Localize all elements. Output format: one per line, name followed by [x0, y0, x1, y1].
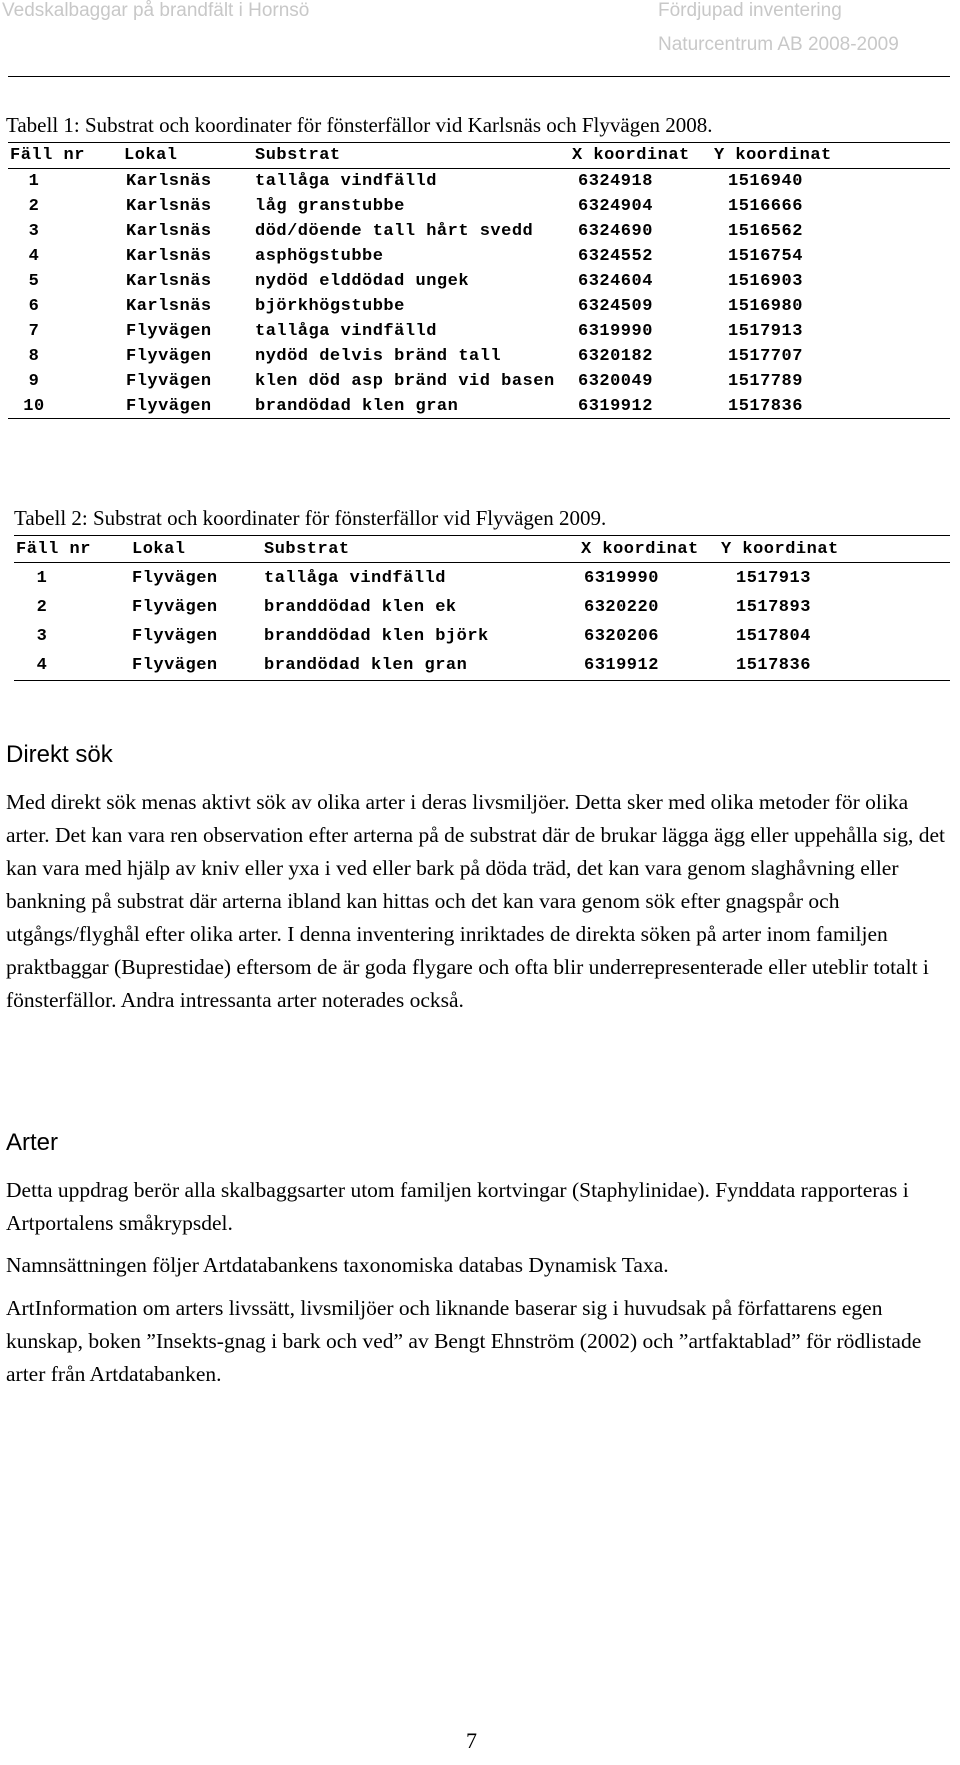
table2-header-cell: Substrat	[264, 540, 350, 559]
table2-bottom-rule	[14, 680, 950, 681]
table-cell: björkhögstubbe	[255, 297, 405, 316]
table-cell: 1	[36, 569, 48, 588]
table-cell: 3	[36, 627, 48, 646]
table-cell: Flyvägen	[126, 347, 212, 366]
section2-paragraph: Detta uppdrag berör alla skalbaggsarter utom familjen kortvingar (Staphylinidae). Fynddata rapporteras i Artportalens småkrypsdel.	[6, 1178, 909, 1235]
table-cell: låg granstubbe	[255, 197, 405, 216]
table-cell: 6324604	[578, 272, 653, 291]
table-cell: 6324690	[578, 222, 653, 241]
table-cell: Flyvägen	[126, 322, 212, 341]
table2-caption: Tabell 2: Substrat och koordinater för fönsterfällor vid Flyvägen 2009.	[14, 506, 607, 530]
table-cell: 6324552	[578, 247, 653, 266]
table-cell: 1517893	[736, 598, 811, 617]
table-cell: 1516562	[728, 222, 803, 241]
table-cell: 4	[36, 656, 48, 675]
table-cell: 3	[28, 222, 40, 241]
table-cell: 6324918	[578, 172, 653, 191]
table2-header-cell: Fäll nr	[16, 540, 91, 559]
header-right-top: Fördjupad inventering	[658, 0, 842, 21]
table-cell: 1517789	[728, 372, 803, 391]
section1-paragraph: Med direkt sök menas aktivt sök av olika arter i deras livsmiljöer. Detta sker med olika metoder för olika arter. Det kan vara ren observation efter arterna på de substrat där de brukar lägga ägg eller uppehålla sig, det kan vara med hjälp av kniv eller yxa i ved eller bark på döda träd, det kan vara genom slaghåvning eller bankning på substrat där arterna ibland kan hittas och det kan vara genom sök efter gnagspår och utgångs/flyghål efter olika arter. I denna inventering inriktades de direkta söken på arter inom familjen praktbaggar (Buprestidae) eftersom de är goda flygare och ofta blir underrepresenterade eller uteblir totalt i fönsterfällor. Andra intressanta arter noterades också.	[6, 790, 946, 1012]
table-cell: Karlsnäs	[126, 297, 212, 316]
table2-header-cell: X koordinat	[581, 540, 699, 559]
table1-bottom-rule	[8, 418, 950, 419]
table-cell: 10	[23, 397, 45, 416]
table-cell: 1517913	[736, 569, 811, 588]
table1-top-rule	[8, 142, 950, 143]
table-cell: Flyvägen	[126, 397, 212, 416]
table-cell: Karlsnäs	[126, 247, 212, 266]
table-cell: 6319990	[578, 322, 653, 341]
table-cell: Karlsnäs	[126, 172, 212, 191]
table-cell: 1517836	[728, 397, 803, 416]
table-cell: 1517913	[728, 322, 803, 341]
table-cell: 9	[28, 372, 40, 391]
table-cell: tallåga vindfälld	[255, 172, 437, 191]
section2-paragraph: ArtInformation om arters livssätt, livsmiljöer och liknande baserar sig i huvudsak på författarens egen kunskap, boken ”Insekts-gnag i bark och ved” av Bengt Ehnström (2002) och ”artfaktablad” för rödlistade arter från Artdatabanken.	[6, 1296, 922, 1386]
table-cell: 8	[28, 347, 40, 366]
table2-header-rule	[14, 562, 950, 563]
table-cell: Flyvägen	[126, 372, 212, 391]
table-cell: 5	[28, 272, 40, 291]
table-cell: asphögstubbe	[255, 247, 384, 266]
table1-caption: Tabell 1: Substrat och koordinater för fönsterfällor vid Karlsnäs och Flyvägen 2008.	[6, 113, 713, 137]
table-cell: 6320182	[578, 347, 653, 366]
table2-header-cell: Y koordinat	[721, 540, 839, 559]
table-cell: Karlsnäs	[126, 222, 212, 241]
table1-header-cell: Y koordinat	[714, 146, 832, 165]
table-cell: 6320206	[584, 627, 659, 646]
table-cell: 6319912	[578, 397, 653, 416]
table1-header-cell: X koordinat	[572, 146, 690, 165]
table2-header-cell: Lokal	[132, 540, 186, 559]
table1-header-rule	[8, 168, 950, 169]
table-cell: 6319990	[584, 569, 659, 588]
table-cell: 2	[28, 197, 40, 216]
table-cell: 6	[28, 297, 40, 316]
table-cell: 1517707	[728, 347, 803, 366]
table1-header-cell: Substrat	[255, 146, 341, 165]
table-cell: brandödad klen gran	[264, 656, 468, 675]
table-cell: 1	[28, 172, 40, 191]
table-cell: tallåga vindfälld	[255, 322, 437, 341]
section-heading-direkt-sok: Direkt sök	[6, 741, 113, 768]
table-cell: Flyvägen	[132, 627, 218, 646]
table-cell: tallåga vindfälld	[264, 569, 446, 588]
table-cell: 6320049	[578, 372, 653, 391]
table-cell: Flyvägen	[132, 598, 218, 617]
table1-header-cell: Lokal	[124, 146, 178, 165]
table2-top-rule	[14, 535, 950, 536]
table-cell: Flyvägen	[132, 569, 218, 588]
table-cell: Karlsnäs	[126, 197, 212, 216]
table-cell: 2	[36, 598, 48, 617]
page-number: 7	[466, 1728, 477, 1753]
table-cell: 1517836	[736, 656, 811, 675]
table-cell: branddödad klen ek	[264, 598, 457, 617]
table-cell: 6324904	[578, 197, 653, 216]
table-cell: 6324509	[578, 297, 653, 316]
table-cell: Flyvägen	[132, 656, 218, 675]
table-cell: 4	[28, 247, 40, 266]
table-cell: klen död asp bränd vid basen	[255, 372, 555, 391]
table-cell: 7	[28, 322, 40, 341]
table-cell: branddödad klen björk	[264, 627, 489, 646]
header-rule	[8, 76, 950, 77]
table1-header-cell: Fäll nr	[10, 146, 85, 165]
table-cell: 1516980	[728, 297, 803, 316]
header-left: Vedskalbaggar på brandfält i Hornsö	[2, 0, 310, 21]
table-cell: 6320220	[584, 598, 659, 617]
table-cell: 1516666	[728, 197, 803, 216]
table-cell: nydöd delvis bränd tall	[255, 347, 502, 366]
table-cell: brandödad klen gran	[255, 397, 459, 416]
table-cell: Karlsnäs	[126, 272, 212, 291]
table-cell: 6319912	[584, 656, 659, 675]
table-cell: 1517804	[736, 627, 811, 646]
table-cell: död/döende tall hårt svedd	[255, 222, 534, 241]
table-cell: 1516940	[728, 172, 803, 191]
table-cell: 1516754	[728, 247, 803, 266]
header-right-bottom: Naturcentrum AB 2008-2009	[658, 34, 899, 55]
table-cell: nydöd elddödad ungek	[255, 272, 470, 291]
table-cell: 1516903	[728, 272, 803, 291]
section-heading-arter: Arter	[6, 1129, 59, 1156]
section2-paragraph: Namnsättningen följer Artdatabankens taxonomiska databas Dynamisk Taxa.	[6, 1253, 669, 1277]
